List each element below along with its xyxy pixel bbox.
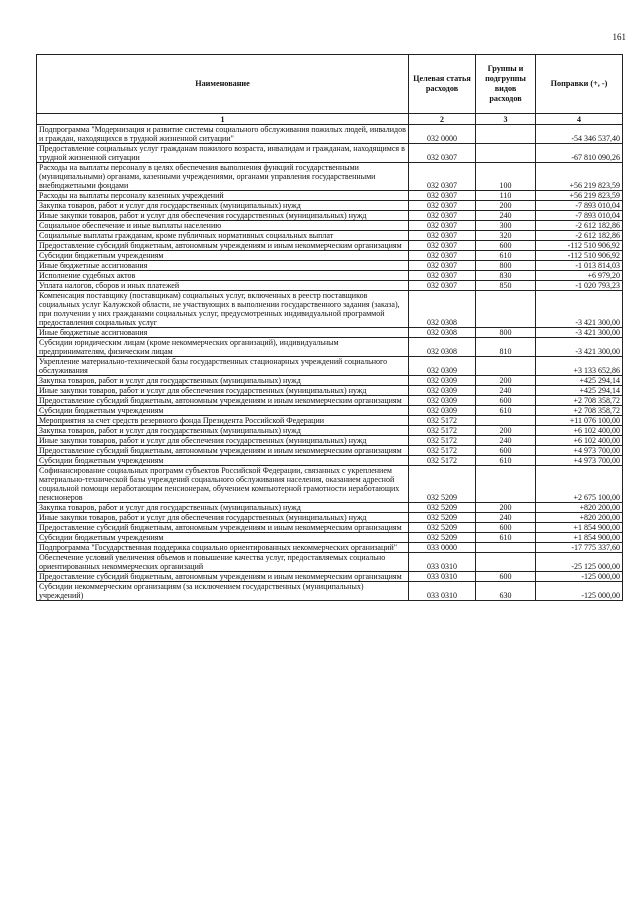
row-amendment: +2 708 358,72 — [536, 396, 623, 406]
row-amendment: +2 708 358,72 — [536, 406, 623, 416]
row-expense-group: 810 — [476, 338, 536, 357]
row-target-article: 032 0309 — [409, 357, 476, 376]
row-target-article: 032 0309 — [409, 386, 476, 396]
row-name: Укрепление материально-технической базы государственных стационарных учреждений социального обслуживания — [37, 357, 409, 376]
table-row — [37, 251, 623, 261]
column-number: 2 — [409, 114, 476, 125]
header-expense-group: Группы и подгруппы видов расходов — [476, 55, 536, 114]
row-amendment: -7 893 010,04 — [536, 201, 623, 211]
row-target-article: 033 0000 — [409, 543, 476, 553]
row-target-article: 032 0308 — [409, 338, 476, 357]
row-amendment: +3 133 652,86 — [536, 357, 623, 376]
table-row — [37, 191, 623, 201]
table-row — [37, 201, 623, 211]
row-name: Иные закупки товаров, работ и услуг для обеспечения государственных (муниципальных) нужд — [37, 436, 409, 446]
row-amendment: -17 775 337,60 — [536, 543, 623, 553]
row-name: Социальные выплаты гражданам, кроме публичных нормативных социальных выплат — [37, 231, 409, 241]
table-row — [37, 221, 623, 231]
row-target-article: 032 5209 — [409, 503, 476, 513]
row-expense-group — [476, 125, 536, 144]
table-row — [37, 466, 623, 503]
row-target-article: 032 5209 — [409, 513, 476, 523]
table-row — [37, 271, 623, 281]
table-row — [37, 406, 623, 416]
table-row — [37, 436, 623, 446]
row-name: Субсидии некоммерческим организациям (за исключением государственных (муниципальных) учреждений) — [37, 582, 409, 601]
row-amendment: +6 979,20 — [536, 271, 623, 281]
row-target-article: 032 0307 — [409, 163, 476, 191]
row-expense-group: 240 — [476, 386, 536, 396]
row-expense-group: 800 — [476, 261, 536, 271]
row-target-article: 032 0307 — [409, 221, 476, 231]
row-name: Закупка товаров, работ и услуг для государственных (муниципальных) нужд — [37, 376, 409, 386]
budget-amendments-table — [36, 54, 623, 601]
row-amendment: +4 973 700,00 — [536, 456, 623, 466]
row-name: Закупка товаров, работ и услуг для государственных (муниципальных) нужд — [37, 503, 409, 513]
row-expense-group: 600 — [476, 446, 536, 456]
table-row — [37, 211, 623, 221]
row-name: Закупка товаров, работ и услуг для государственных (муниципальных) нужд — [37, 201, 409, 211]
row-name: Предоставление субсидий бюджетным, автономным учреждениям и иным некоммерческим организациям — [37, 446, 409, 456]
column-number: 3 — [476, 114, 536, 125]
row-target-article: 032 0307 — [409, 241, 476, 251]
row-name: Иные бюджетные ассигнования — [37, 261, 409, 271]
table-row — [37, 241, 623, 251]
row-amendment: -3 421 300,00 — [536, 338, 623, 357]
row-target-article: 032 0307 — [409, 261, 476, 271]
row-amendment: -2 612 182,86 — [536, 221, 623, 231]
row-target-article: 032 0307 — [409, 211, 476, 221]
table-row — [37, 543, 623, 553]
row-target-article: 032 0309 — [409, 376, 476, 386]
row-expense-group: 200 — [476, 201, 536, 211]
row-target-article: 032 5172 — [409, 436, 476, 446]
row-amendment: -1 013 814,03 — [536, 261, 623, 271]
table-row — [37, 503, 623, 513]
row-name: Исполнение судебных актов — [37, 271, 409, 281]
row-amendment: +6 102 400,00 — [536, 436, 623, 446]
row-target-article: 032 0309 — [409, 396, 476, 406]
row-name: Предоставление субсидий бюджетным, автономным учреждениям и иным некоммерческим организациям — [37, 523, 409, 533]
row-name: Предоставление субсидий бюджетным, автономным учреждениям и иным некоммерческим организациям — [37, 241, 409, 251]
row-expense-group: 200 — [476, 376, 536, 386]
table-row — [37, 553, 623, 572]
row-expense-group: 320 — [476, 231, 536, 241]
row-target-article: 032 0307 — [409, 281, 476, 291]
column-number: 4 — [536, 114, 623, 125]
row-target-article: 032 0309 — [409, 406, 476, 416]
row-amendment: +6 102 400,00 — [536, 426, 623, 436]
row-expense-group: 630 — [476, 582, 536, 601]
header-target-article: Целевая статья расходов — [409, 55, 476, 114]
row-expense-group: 240 — [476, 211, 536, 221]
row-name: Компенсация поставщику (поставщикам) социальных услуг, включенных в реестр поставщиков социальных услуг Калужской области, не участвующих в выполнении государственного задания (заказа), при получении у них гражданами социальных услуг, предусмотренных индивидуальной программой предоставления социальных услуг — [37, 291, 409, 328]
row-name: Социальное обеспечение и иные выплаты населению — [37, 221, 409, 231]
table-row — [37, 291, 623, 328]
row-name: Иные закупки товаров, работ и услуг для обеспечения государственных (муниципальных) нужд — [37, 513, 409, 523]
row-target-article: 032 0308 — [409, 291, 476, 328]
row-name: Софинансирование социальных программ субъектов Российской Федерации, связанных с укреплением материально-технической базы учреждений социального обслуживания населения, оказанием адресной социальной помощи неработающим пенсионерам, обучением компьютерной грамотности неработающих пенсионеров — [37, 466, 409, 503]
row-name: Иные закупки товаров, работ и услуг для обеспечения государственных (муниципальных) нужд — [37, 211, 409, 221]
row-amendment: -54 346 537,40 — [536, 125, 623, 144]
table-row — [37, 396, 623, 406]
row-amendment: -3 421 300,00 — [536, 328, 623, 338]
row-target-article: 032 5209 — [409, 523, 476, 533]
row-name: Субсидии юридическим лицам (кроме некоммерческих организаций), индивидуальным предпринимателям, физическим лицам — [37, 338, 409, 357]
row-expense-group: 800 — [476, 328, 536, 338]
row-amendment: -3 421 300,00 — [536, 291, 623, 328]
row-target-article: 033 0310 — [409, 553, 476, 572]
row-expense-group: 200 — [476, 426, 536, 436]
table-row — [37, 513, 623, 523]
row-expense-group: 300 — [476, 221, 536, 231]
page-number: 161 — [612, 32, 626, 42]
row-name: Субсидии бюджетным учреждениям — [37, 406, 409, 416]
row-expense-group — [476, 553, 536, 572]
row-expense-group: 830 — [476, 271, 536, 281]
row-name: Обеспечение условий увеличения объемов и повышение качества услуг, предоставляемых социально ориентированных некоммерческих организаций — [37, 553, 409, 572]
table-row — [37, 572, 623, 582]
row-target-article: 032 0307 — [409, 201, 476, 211]
table-row — [37, 446, 623, 456]
row-expense-group — [476, 291, 536, 328]
row-expense-group: 100 — [476, 163, 536, 191]
row-target-article: 032 5172 — [409, 416, 476, 426]
row-target-article: 033 0310 — [409, 582, 476, 601]
row-name: Субсидии бюджетным учреждениям — [37, 456, 409, 466]
row-expense-group: 200 — [476, 503, 536, 513]
row-name: Подпрограмма "Государственная поддержка социально ориентированных некоммерческих организаций" — [37, 543, 409, 553]
header-name: Наименование — [37, 55, 409, 114]
table-row — [37, 582, 623, 601]
table-row — [37, 456, 623, 466]
row-amendment: +820 200,00 — [536, 513, 623, 523]
row-amendment: -2 612 182,86 — [536, 231, 623, 241]
row-amendment: +1 854 900,00 — [536, 533, 623, 543]
row-name: Закупка товаров, работ и услуг для государственных (муниципальных) нужд — [37, 426, 409, 436]
header-amendment: Поправки (+, -) — [536, 55, 623, 114]
row-name: Иные закупки товаров, работ и услуг для обеспечения государственных (муниципальных) нужд — [37, 386, 409, 396]
row-expense-group: 610 — [476, 406, 536, 416]
row-expense-group — [476, 416, 536, 426]
row-expense-group: 240 — [476, 436, 536, 446]
row-amendment: -25 125 000,00 — [536, 553, 623, 572]
row-name: Субсидии бюджетным учреждениям — [37, 251, 409, 261]
row-amendment: -67 810 090,26 — [536, 144, 623, 163]
row-name: Предоставление субсидий бюджетным, автономным учреждениям и иным некоммерческим организациям — [37, 572, 409, 582]
row-amendment: -112 510 906,92 — [536, 251, 623, 261]
row-expense-group: 600 — [476, 396, 536, 406]
row-expense-group: 610 — [476, 533, 536, 543]
table-row — [37, 416, 623, 426]
column-number-row — [37, 114, 623, 125]
table-row — [37, 376, 623, 386]
table-row — [37, 533, 623, 543]
table-row — [37, 144, 623, 163]
row-amendment: +2 675 100,00 — [536, 466, 623, 503]
row-target-article: 032 5209 — [409, 533, 476, 543]
row-amendment: +425 294,14 — [536, 376, 623, 386]
row-amendment: -125 000,00 — [536, 582, 623, 601]
table-row — [37, 523, 623, 533]
row-amendment: +11 076 100,00 — [536, 416, 623, 426]
row-amendment: +56 219 823,59 — [536, 163, 623, 191]
column-number: 1 — [37, 114, 409, 125]
row-amendment: -125 000,00 — [536, 572, 623, 582]
row-name: Уплата налогов, сборов и иных платежей — [37, 281, 409, 291]
row-expense-group — [476, 466, 536, 503]
row-expense-group: 600 — [476, 572, 536, 582]
row-target-article: 032 5172 — [409, 426, 476, 436]
row-name: Подпрограмма "Модернизация и развитие системы социального обслуживания пожилых людей, инвалидов и граждан, находящихся в трудной жизненной ситуации" — [37, 125, 409, 144]
row-expense-group: 600 — [476, 523, 536, 533]
row-name: Мероприятия за счет средств резервного фонда Президента Российской Федерации — [37, 416, 409, 426]
row-target-article: 032 0307 — [409, 251, 476, 261]
row-expense-group: 110 — [476, 191, 536, 201]
row-name: Иные бюджетные ассигнования — [37, 328, 409, 338]
row-expense-group: 240 — [476, 513, 536, 523]
row-name: Предоставление социальных услуг гражданам пожилого возраста, инвалидам и гражданам, находящимся в трудной жизненной ситуации — [37, 144, 409, 163]
row-name: Субсидии бюджетным учреждениям — [37, 533, 409, 543]
row-target-article: 032 5209 — [409, 466, 476, 503]
row-name: Предоставление субсидий бюджетным, автономным учреждениям и иным некоммерческим организациям — [37, 396, 409, 406]
row-target-article: 032 0307 — [409, 231, 476, 241]
table-row — [37, 281, 623, 291]
row-name: Расходы на выплаты персоналу казенных учреждений — [37, 191, 409, 201]
row-target-article: 033 0310 — [409, 572, 476, 582]
row-expense-group: 850 — [476, 281, 536, 291]
row-target-article: 032 0307 — [409, 144, 476, 163]
row-target-article: 032 5172 — [409, 456, 476, 466]
table-row — [37, 426, 623, 436]
row-amendment: +4 973 700,00 — [536, 446, 623, 456]
row-expense-group: 600 — [476, 241, 536, 251]
row-target-article: 032 0000 — [409, 125, 476, 144]
row-expense-group — [476, 543, 536, 553]
table-row — [37, 125, 623, 144]
row-target-article: 032 0307 — [409, 191, 476, 201]
table-row — [37, 338, 623, 357]
table-row — [37, 261, 623, 271]
row-target-article: 032 0307 — [409, 271, 476, 281]
row-expense-group: 610 — [476, 251, 536, 261]
row-target-article: 032 5172 — [409, 446, 476, 456]
row-expense-group — [476, 357, 536, 376]
table-header-row — [37, 55, 623, 114]
row-target-article: 032 0308 — [409, 328, 476, 338]
table-row — [37, 163, 623, 191]
row-amendment: +425 294,14 — [536, 386, 623, 396]
row-amendment: +56 219 823,59 — [536, 191, 623, 201]
table-row — [37, 328, 623, 338]
table-row — [37, 386, 623, 396]
row-amendment: -112 510 906,92 — [536, 241, 623, 251]
row-amendment: -1 020 793,23 — [536, 281, 623, 291]
row-name: Расходы на выплаты персоналу в целях обеспечения выполнения функций государственными (муниципальными) органами, казенными учреждениями, органами управления государственными внебюджетными фондами — [37, 163, 409, 191]
row-expense-group — [476, 144, 536, 163]
row-amendment: -7 893 010,04 — [536, 211, 623, 221]
row-expense-group: 610 — [476, 456, 536, 466]
row-amendment: +1 854 900,00 — [536, 523, 623, 533]
table-row — [37, 231, 623, 241]
table-row — [37, 357, 623, 376]
row-amendment: +820 200,00 — [536, 503, 623, 513]
